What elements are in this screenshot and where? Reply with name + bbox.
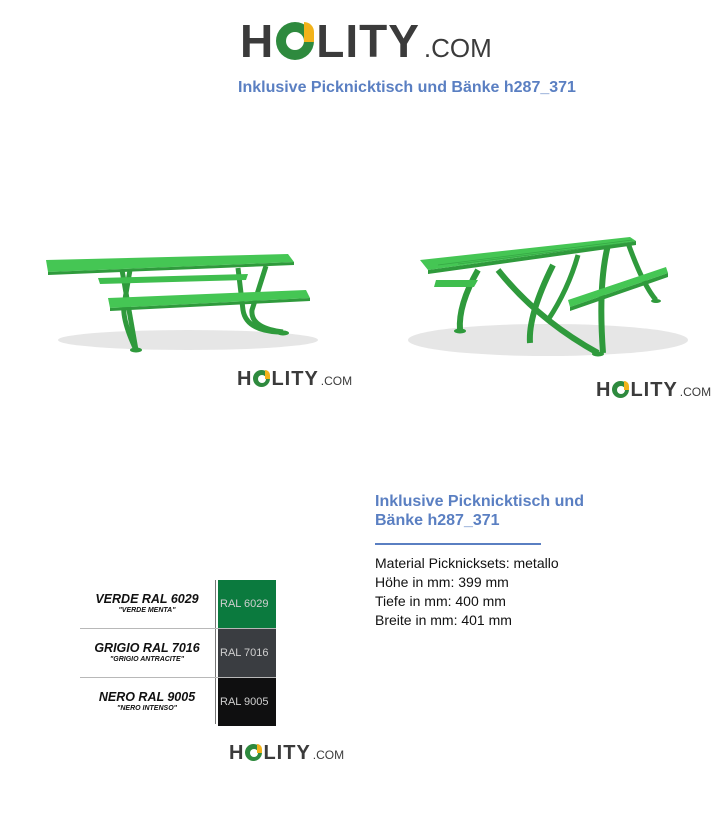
swatch-name: VERDE RAL 6029 <box>95 592 199 606</box>
swatch-name: GRIGIO RAL 7016 <box>94 641 200 655</box>
swatch-subname: "NERO INTENSO" <box>117 705 177 712</box>
color-swatch-table <box>80 580 276 726</box>
title-underline <box>375 543 541 545</box>
product-title-line: Bänke h287_371 <box>375 512 500 529</box>
logo-letter-h: H <box>237 368 253 390</box>
logo-letters: LITY <box>271 368 319 390</box>
swatch-row <box>80 580 276 629</box>
brand-logo-small <box>229 742 344 765</box>
logo-com: .COM <box>312 748 345 762</box>
picnic-table-perspective-image <box>398 225 688 365</box>
spec-height: Höhe in mm: 399 mm <box>375 574 509 590</box>
swatch-name: NERO RAL 9005 <box>98 690 196 704</box>
brand-logo-small <box>596 379 711 402</box>
swatch-label <box>80 690 214 712</box>
logo-letter-h: H <box>596 379 612 401</box>
logo-com: .COM <box>320 374 353 388</box>
swatch-label <box>80 641 214 663</box>
logo-o-icon <box>253 370 270 387</box>
swatch-subname: "GRIGIO ANTRACITE" <box>109 656 185 663</box>
logo-com: .COM <box>423 33 492 63</box>
logo-o-icon <box>612 381 629 398</box>
swatch-color-black: RAL 9005 <box>218 678 276 726</box>
swatch-row <box>80 629 276 678</box>
swatch-row <box>80 678 276 726</box>
swatch-color-green: RAL 6029 <box>218 580 276 628</box>
swatch-label <box>80 592 214 614</box>
logo-letters: LITY <box>263 742 311 764</box>
logo-letters: LITY <box>630 379 678 401</box>
picnic-table-side-view-image <box>38 240 318 360</box>
logo-letters: LITY <box>316 15 420 67</box>
brand-logo-small <box>237 368 352 391</box>
spec-depth: Tiefe in mm: 400 mm <box>375 593 506 609</box>
swatch-subname: "VERDE MENTA" <box>118 607 176 614</box>
logo-letter-h: H <box>229 742 245 764</box>
spec-width: Breite in mm: 401 mm <box>375 612 512 628</box>
swatch-color-grey: RAL 7016 <box>218 629 276 677</box>
logo-o-icon <box>245 744 262 761</box>
product-title <box>375 492 705 530</box>
page-title: Inklusive Picknicktisch und Bänke h287_371 <box>238 79 576 96</box>
spec-material: Material Picknicksets: metallo <box>375 555 559 571</box>
brand-logo[interactable] <box>240 14 492 68</box>
logo-o-icon <box>276 22 314 60</box>
logo-com: .COM <box>679 385 712 399</box>
product-title-line: Inklusive Picknicktisch und <box>375 493 584 510</box>
product-info <box>375 492 705 630</box>
logo-letter-h: H <box>240 15 275 67</box>
